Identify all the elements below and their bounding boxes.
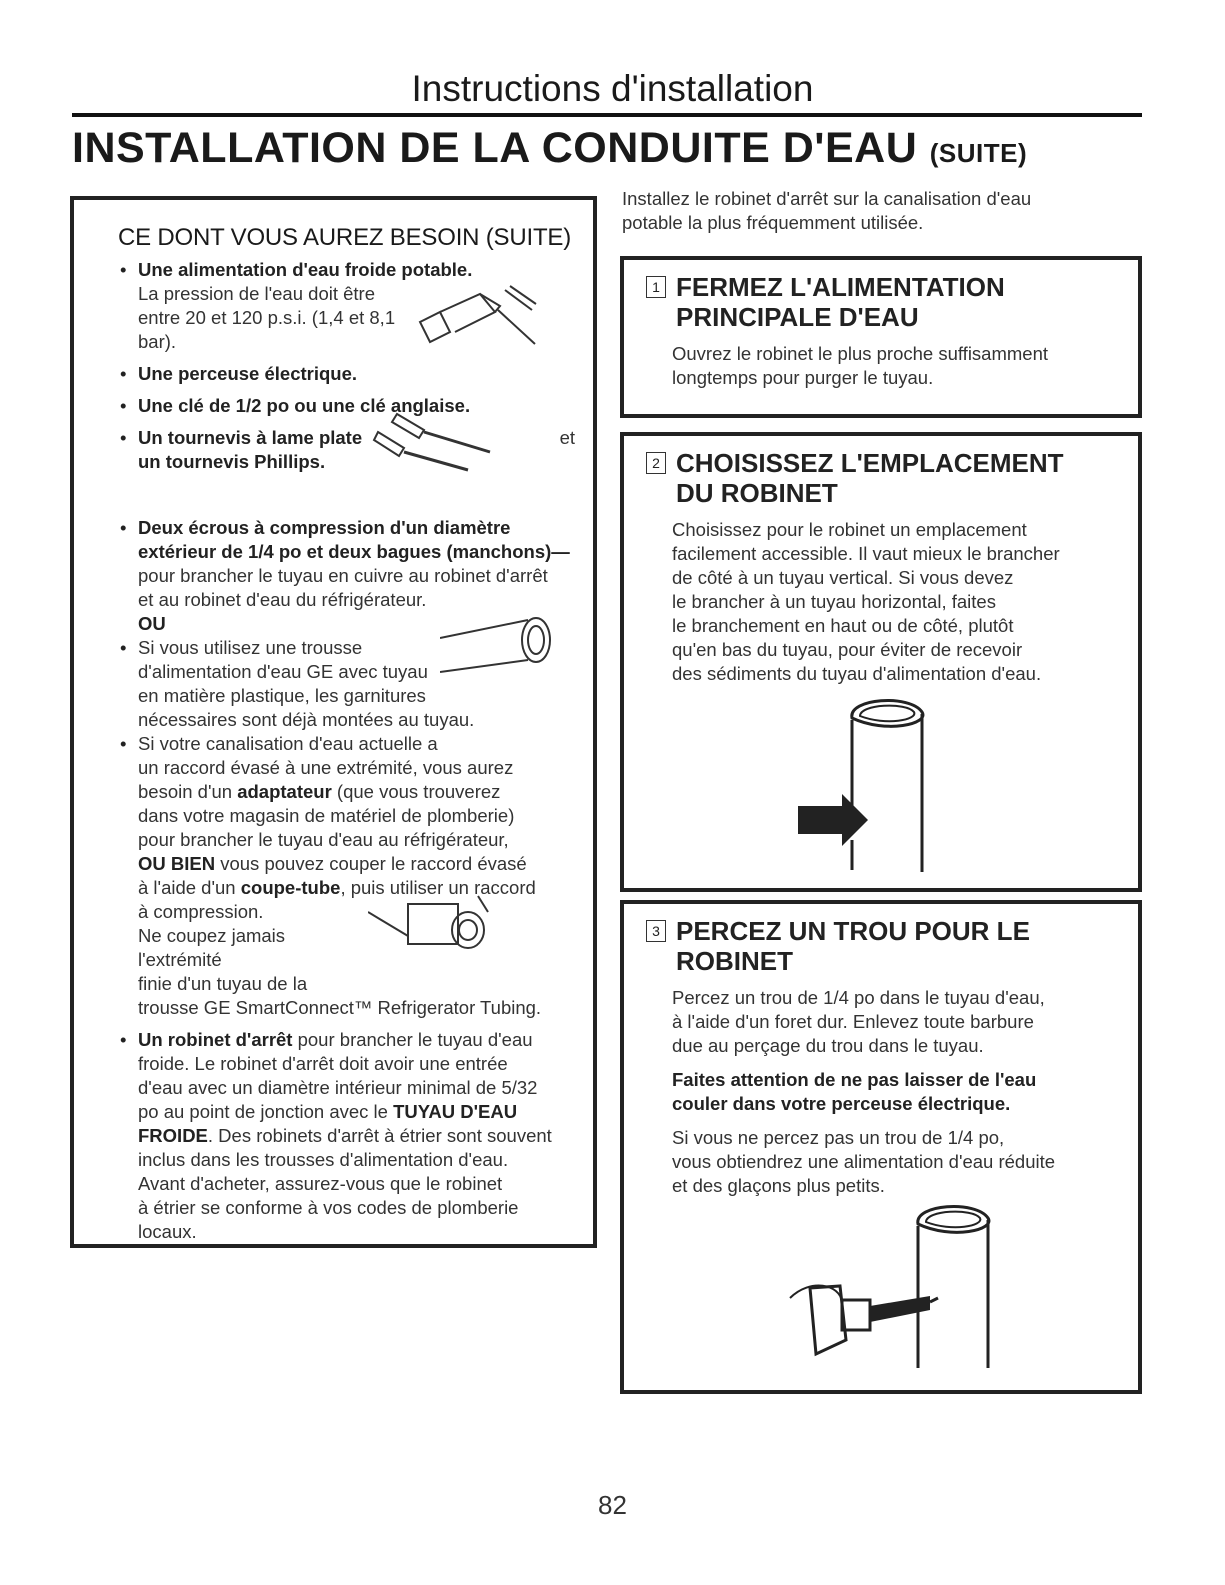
step-number-2: 2 [646, 452, 666, 474]
intro-text: Installez le robinet d'arrêt sur la canalisation d'eau potable la plus fréquemment utilisée. [622, 188, 1032, 233]
step-number-3: 3 [646, 920, 666, 942]
step-2-body: Choisissez pour le robinet un emplacement facilement accessible. Il vaut mieux le brancher de côté à un tuyau vertical. Si vous devez le brancher à un tuyau horizontal, faites le branchement en haut ou de côté, plutôt qu'en bas du tuyau, pour éviter de recevoir des sédiments du tuyau d'alimentation d'eau. [672, 519, 1060, 684]
list-item: • Une perceuse électrique. [110, 362, 575, 386]
pipe-arrow-illustration [790, 690, 950, 875]
tubing-icon [440, 610, 560, 680]
page-number: 82 [598, 1490, 627, 1520]
page-title-suffix: (SUITE) [929, 138, 1028, 168]
drill-pipe-illustration [780, 1198, 1000, 1376]
list-item: • Une alimentation d'eau froide potable. La pression de l'eau doit être entre 20 et 120 p.s.i. (1,4 et 8,1 bar). [110, 258, 575, 354]
requirements-title: CE DONT VOUS AUREZ BESOIN (SUITE) [118, 224, 572, 251]
header-rule [72, 113, 1142, 117]
list-item: • Si votre canalisation d'eau actuelle a un raccord évasé à une extrémité, vous aurez besoin d'un adaptateur (que vous trouverez dans votre magasin de matériel de plomberie) pour brancher le tuyau d'eau au réfrigérateur, OU BIEN vous pouvez couper le raccord évasé à l'aide d'un coupe-tube, puis utiliser un raccord à compression. Ne coupez jamais l'extrémité finie d'un tuyau de la trousse GE SmartConnect™ Refrigerator Tubing. [110, 732, 575, 1020]
list-item: • Si vous utilisez une trousse d'alimentation d'eau GE avec tuyau en matière plastique, les garnitures nécessaires sont déjà montées au tuyau. [110, 636, 575, 732]
page-title [72, 124, 1027, 173]
step-number-1: 1 [646, 276, 666, 298]
adapter-icon [368, 890, 503, 960]
step-1-title: 1 FERMEZ L'ALIMENTATION PRINCIPALE D'EAU [646, 272, 1118, 332]
list-item: • Une clé de 1/2 po ou une clé anglaise. [110, 394, 575, 418]
drill-icon [410, 282, 540, 362]
step-1-body: Ouvrez le robinet le plus proche suffisamment longtemps pour purger le tuyau. [672, 343, 1049, 388]
list-item: • Deux écrous à compression d'un diamètre extérieur de 1/4 po et deux bagues (manchons)— pour brancher le tuyau en cuivre au robinet d'arrêt et au robinet d'eau du réfrigérateur. OU [110, 516, 575, 636]
step-3-title: 3 PERCEZ UN TROU POUR LE ROBINET [646, 916, 1118, 976]
page-title-main: INSTALLATION DE LA CONDUITE D'EAU [72, 124, 918, 172]
step-3-warning: Faites attention de ne pas laisser de l'eau couler dans votre perceuse électrique. [672, 1069, 1037, 1114]
step-2-title: 2 CHOISISSEZ L'EMPLACEMENT DU ROBINET [646, 448, 1118, 508]
step-1-box [620, 256, 1142, 418]
list-item: • Un tournevis à lame plate et un tournevis Phillips. [110, 426, 575, 474]
screwdrivers-icon [372, 408, 502, 478]
step-3-note: Si vous ne percez pas un trou de 1/4 po, vous obtiendrez une alimentation d'eau réduite et des glaçons plus petits. [672, 1127, 1056, 1196]
list-item: • Un robinet d'arrêt pour brancher le tuyau d'eau froide. Le robinet d'arrêt doit avoir une entrée d'eau avec un diamètre intérieur minimal de 5/32 po au point de jonction avec le TUYAU D'EAU FROIDE. Des robinets d'arrêt à étrier sont souvent inclus dans les trousses d'alimentation d'eau. Avant d'acheter, assurez-vous que le robinet à étrier se conforme à vos codes de plomberie locaux. [110, 1028, 575, 1244]
step-3-body: Percez un trou de 1/4 po dans le tuyau d'eau, à l'aide d'un foret dur. Enlevez toute barbure due au perçage du trou dans le tuyau. [672, 987, 1045, 1056]
section-header: Instructions d'installation [411, 68, 814, 109]
